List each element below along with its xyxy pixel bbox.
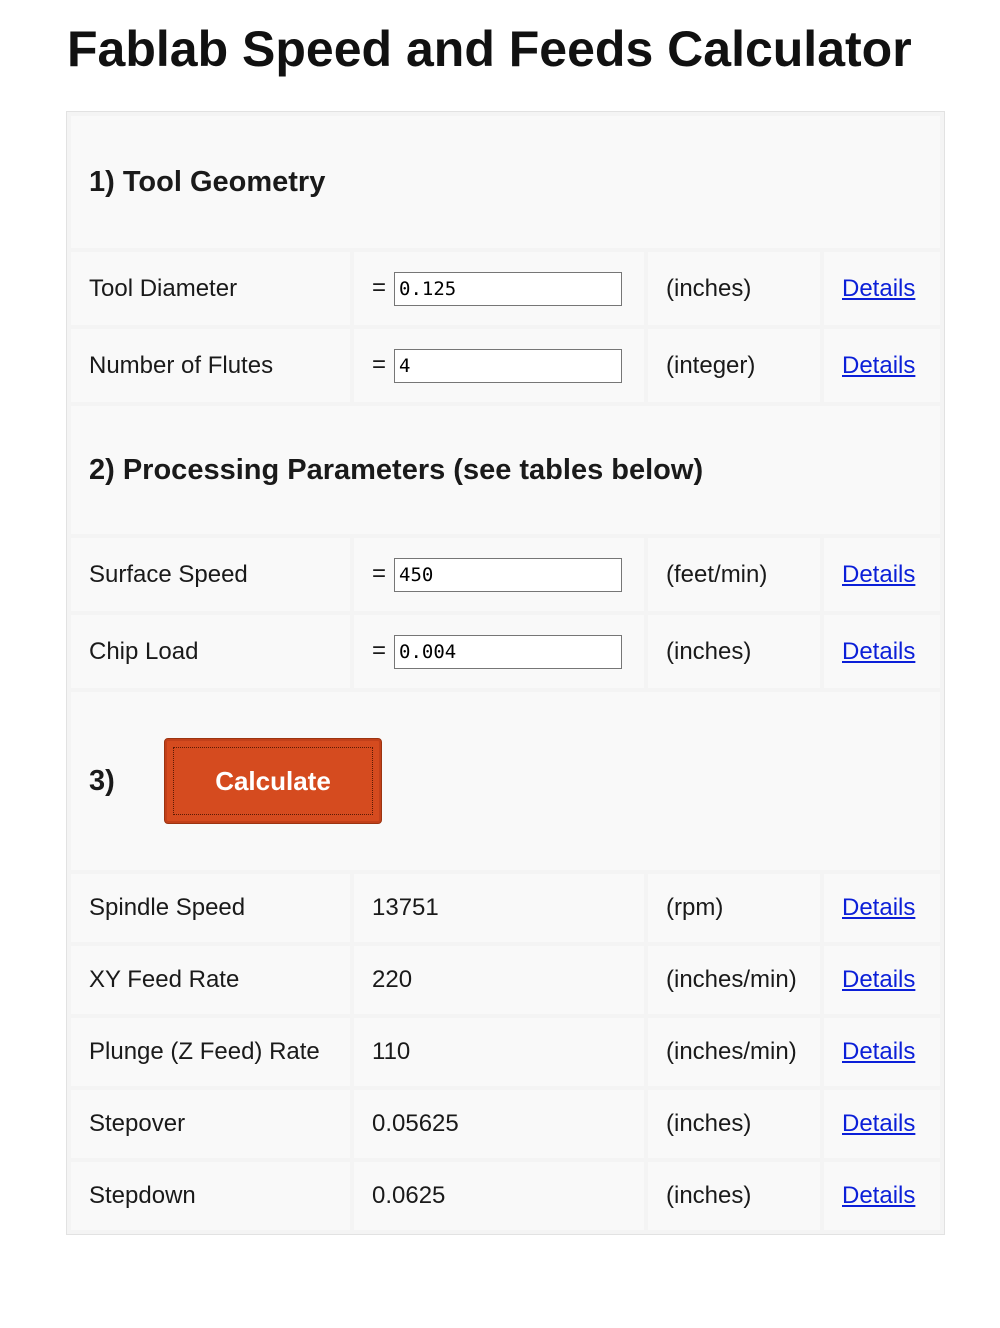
calculate-button[interactable]: Calculate <box>164 738 382 824</box>
equals-sign: = <box>372 559 387 587</box>
surface-speed-row <box>71 538 940 611</box>
chip-load-details-link[interactable]: Details <box>842 637 916 665</box>
section-heading-processing-parameters: 2) Processing Parameters (see tables below) <box>71 406 940 534</box>
section-heading-tool-geometry: 1) Tool Geometry <box>71 116 940 248</box>
table-row <box>71 1162 940 1230</box>
stepover-details-link[interactable]: Details <box>842 1110 916 1137</box>
table-row <box>71 874 940 942</box>
table-row <box>71 946 940 1014</box>
tool-diameter-details-link[interactable]: Details <box>842 274 916 302</box>
surface-speed-unit: (feet/min) <box>648 538 820 611</box>
tool-diameter-label: Tool Diameter <box>71 252 350 325</box>
stepover-unit: (inches) <box>648 1090 820 1158</box>
stepdown-value: 0.0625 <box>354 1162 644 1230</box>
number-of-flutes-input[interactable] <box>394 349 622 383</box>
spindle-speed-value: 13751 <box>354 874 644 942</box>
surface-speed-details-link[interactable]: Details <box>842 560 916 588</box>
plunge-rate-value: 110 <box>354 1018 644 1086</box>
calculator-table <box>66 111 945 1235</box>
plunge-rate-unit: (inches/min) <box>648 1018 820 1086</box>
number-of-flutes-details-link[interactable]: Details <box>842 351 916 379</box>
equals-sign: = <box>372 350 387 378</box>
xy-feed-rate-label: XY Feed Rate <box>71 946 350 1014</box>
table-row <box>71 1090 940 1158</box>
stepdown-details-cell <box>824 1162 940 1230</box>
tool-diameter-input[interactable] <box>394 272 622 306</box>
section-calculate-row <box>71 692 940 870</box>
chip-load-input-cell <box>354 615 644 688</box>
plunge-rate-label: Plunge (Z Feed) Rate <box>71 1018 350 1086</box>
spindle-speed-unit: (rpm) <box>648 874 820 942</box>
surface-speed-input-cell <box>354 538 644 611</box>
stepover-value: 0.05625 <box>354 1090 644 1158</box>
xy-feed-rate-value: 220 <box>354 946 644 1014</box>
section-3-number: 3) <box>89 764 115 797</box>
stepdown-details-link[interactable]: Details <box>842 1182 916 1209</box>
equals-sign: = <box>372 636 387 664</box>
tool-diameter-details-cell <box>824 252 940 325</box>
tool-diameter-unit: (inches) <box>648 252 820 325</box>
number-of-flutes-input-cell <box>354 329 644 402</box>
chip-load-row <box>71 615 940 688</box>
xy-feed-rate-details-cell <box>824 946 940 1014</box>
stepover-label: Stepover <box>71 1090 350 1158</box>
page-title: Fablab Speed and Feeds Calculator <box>67 21 912 77</box>
number-of-flutes-unit: (integer) <box>648 329 820 402</box>
plunge-rate-details-link[interactable]: Details <box>842 1038 916 1065</box>
chip-load-unit: (inches) <box>648 615 820 688</box>
stepdown-unit: (inches) <box>648 1162 820 1230</box>
section-processing-parameters-row <box>71 406 940 534</box>
surface-speed-details-cell <box>824 538 940 611</box>
tool-diameter-input-cell <box>354 252 644 325</box>
chip-load-details-cell <box>824 615 940 688</box>
spindle-speed-label: Spindle Speed <box>71 874 350 942</box>
tool-diameter-row <box>71 252 940 325</box>
equals-sign: = <box>372 273 387 301</box>
xy-feed-rate-unit: (inches/min) <box>648 946 820 1014</box>
chip-load-label: Chip Load <box>71 615 350 688</box>
number-of-flutes-details-cell <box>824 329 940 402</box>
spindle-speed-details-cell <box>824 874 940 942</box>
number-of-flutes-row <box>71 329 940 402</box>
plunge-rate-details-cell <box>824 1018 940 1086</box>
xy-feed-rate-details-link[interactable]: Details <box>842 966 916 993</box>
surface-speed-input[interactable] <box>394 558 622 592</box>
number-of-flutes-label: Number of Flutes <box>71 329 350 402</box>
stepdown-label: Stepdown <box>71 1162 350 1230</box>
chip-load-input[interactable] <box>394 635 622 669</box>
table-row <box>71 1018 940 1086</box>
surface-speed-label: Surface Speed <box>71 538 350 611</box>
spindle-speed-details-link[interactable]: Details <box>842 894 916 921</box>
section-calculate-cell <box>71 692 940 870</box>
section-tool-geometry-row <box>71 116 940 248</box>
stepover-details-cell <box>824 1090 940 1158</box>
